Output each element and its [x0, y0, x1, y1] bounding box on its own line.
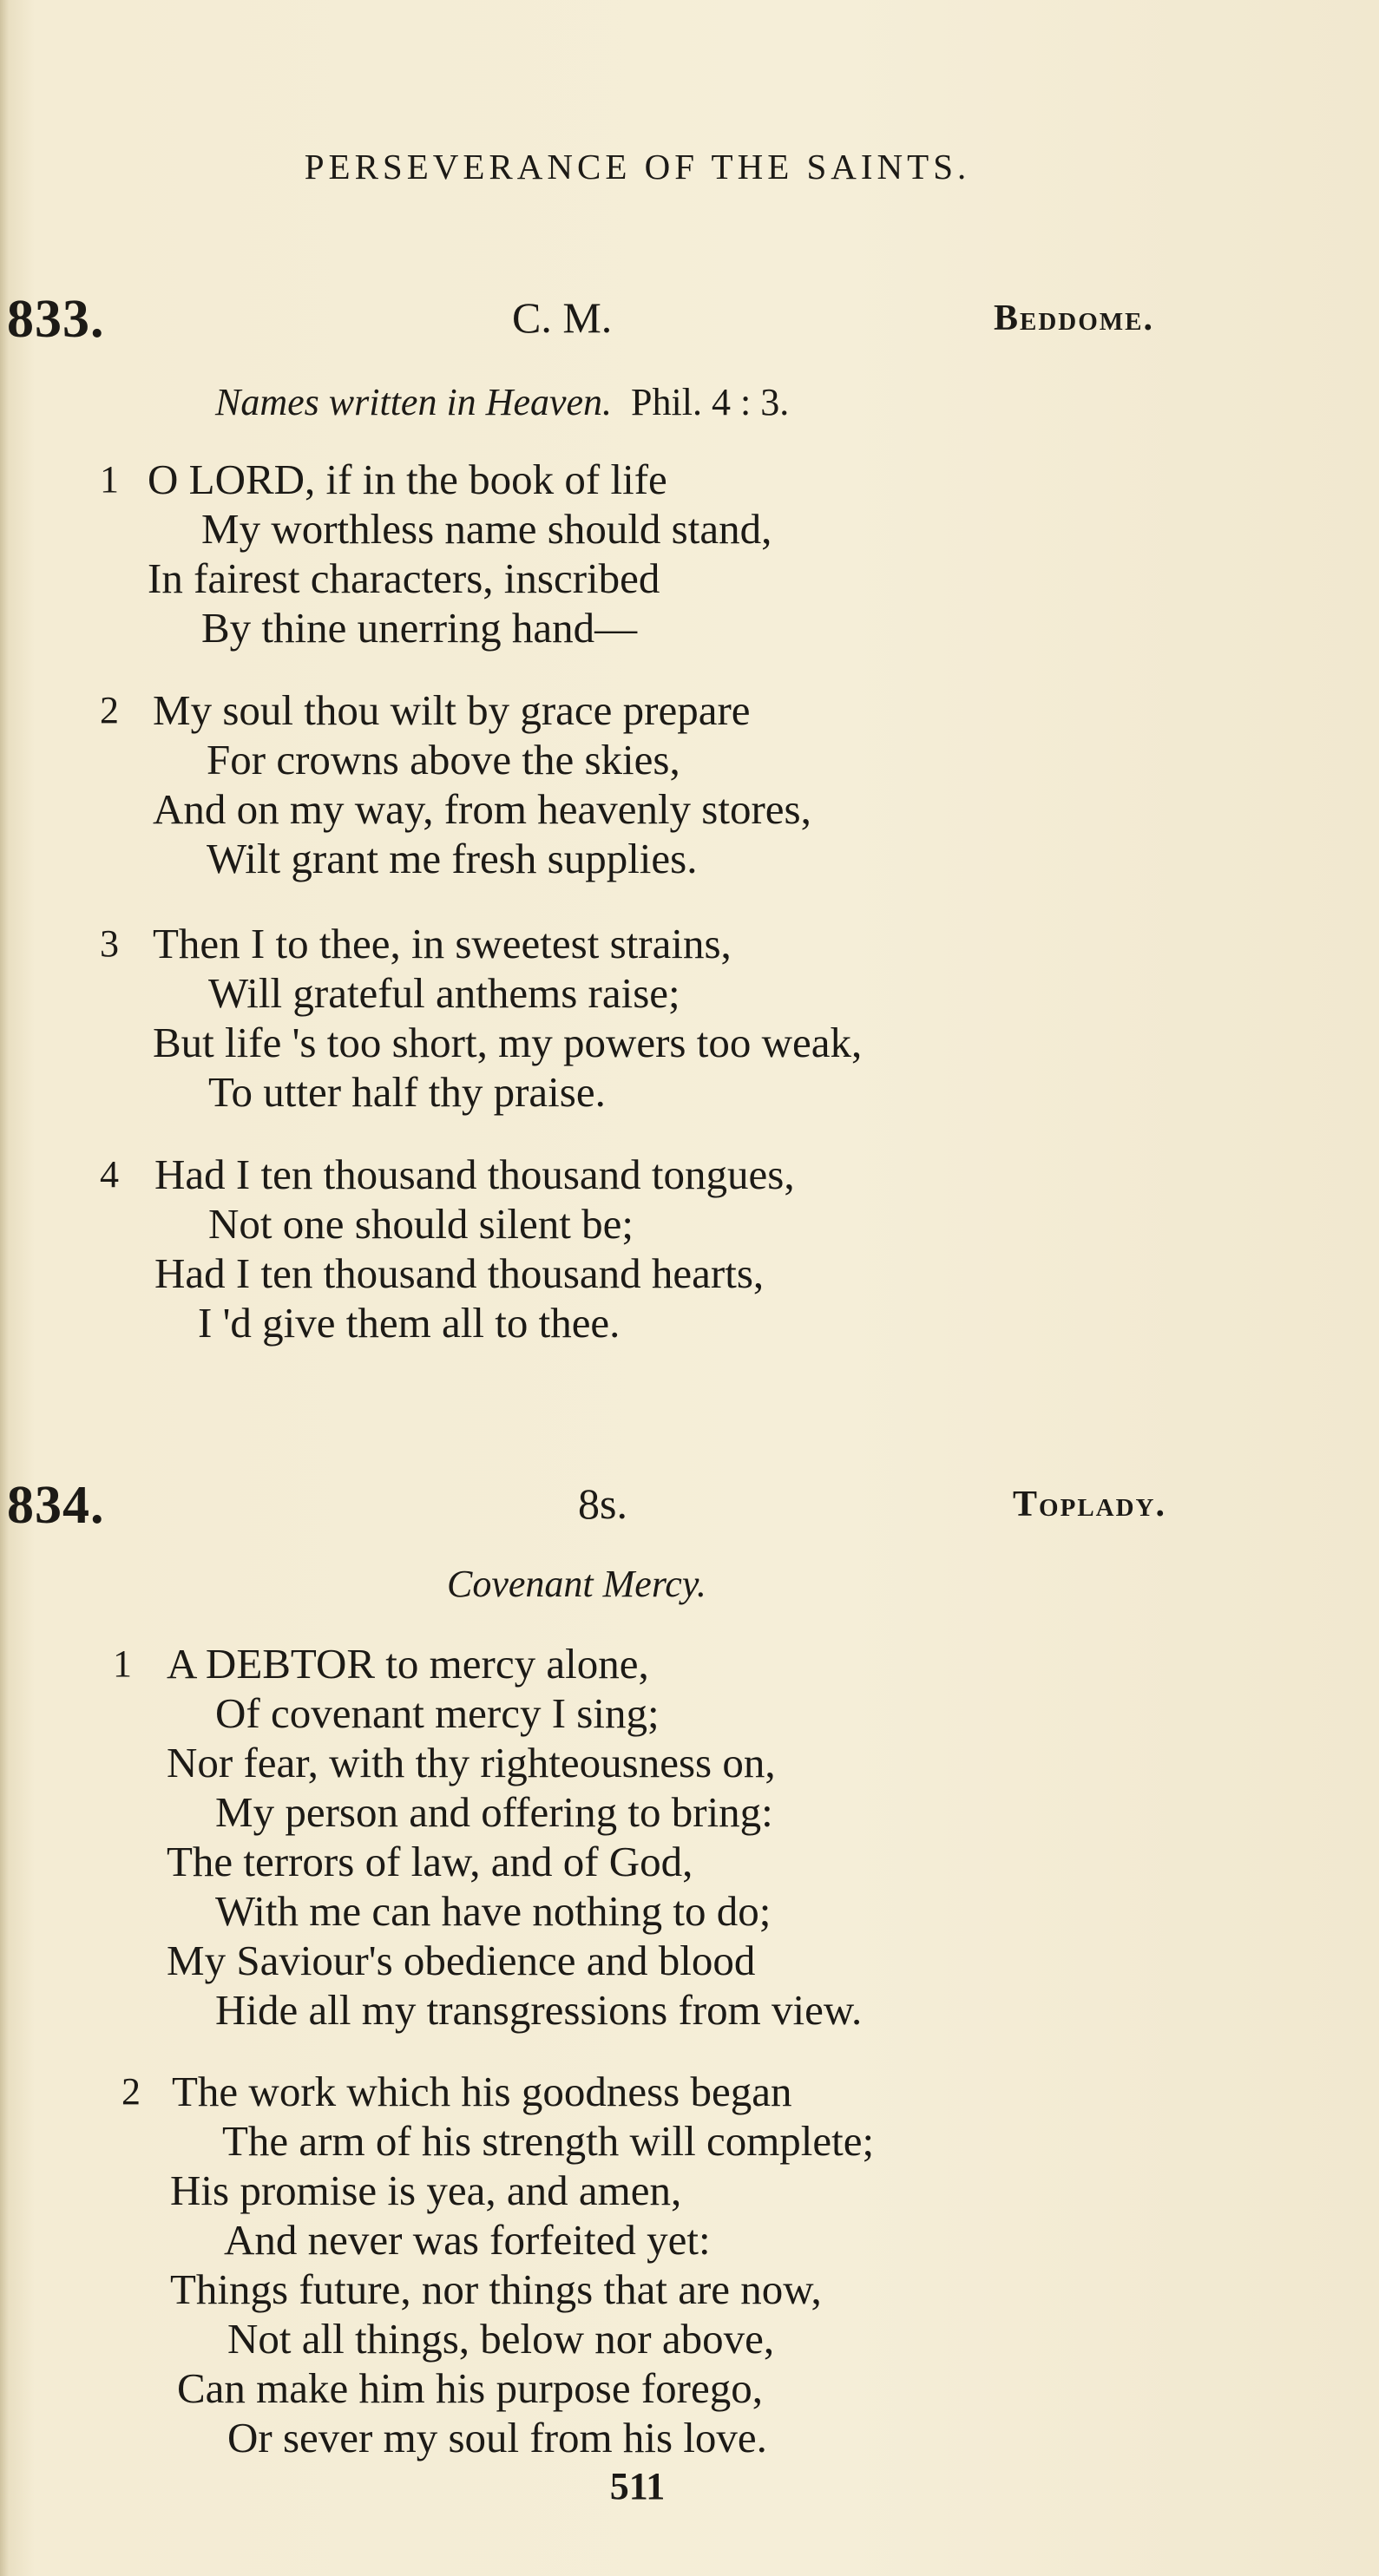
hymn-834-subtitle [447, 1562, 706, 1606]
verse-line: But life 's too short, my powers too weak, [153, 1019, 863, 1066]
verse-line: Had I ten thousand thousand hearts, [154, 1249, 765, 1297]
verse-line: My person and offering to bring: [215, 1788, 773, 1836]
verse-line: My worthless name should stand, [201, 505, 772, 553]
verse-number: 1 [100, 458, 119, 501]
verse-line: Nor fear, with thy righteousness on, [167, 1739, 776, 1786]
verse-line: O LORD, if in the book of life [148, 456, 667, 503]
verse-number: 2 [100, 689, 119, 731]
verse-line: Not one should silent be; [208, 1200, 634, 1248]
verse-line: The work which his goodness began [172, 2068, 792, 2115]
verse-number: 4 [100, 1153, 119, 1196]
verse-line: Can make him his purpose forego, [177, 2364, 763, 2412]
hymn-833-subtitle [215, 380, 789, 424]
verse-line: With me can have nothing to do; [215, 1887, 772, 1935]
verse-line: Things future, nor things that are now, [170, 2265, 822, 2313]
verse-line: Then I to thee, in sweetest strains, [153, 920, 732, 967]
verse-line: Wilt grant me fresh supplies. [207, 835, 698, 882]
verse-line: For crowns above the skies, [207, 736, 680, 783]
verse-line: To utter half thy praise. [208, 1068, 606, 1116]
hymn-title: Names written in Heaven. [215, 381, 613, 423]
hymn-meter: 8s. [578, 1479, 627, 1528]
running-head: PERSEVERANCE OF THE SAINTS. [304, 147, 971, 187]
hymn-834-header [0, 1475, 1166, 1536]
hymn-833-header [0, 289, 1163, 350]
hymn-number: 834. [7, 1476, 105, 1535]
verse-line: Of covenant mercy I sing; [215, 1689, 660, 1737]
hymn-author: Beddome. [993, 298, 1154, 338]
hymn-author: Toplady. [1013, 1485, 1166, 1524]
verse-line: The terrors of law, and of God, [167, 1838, 693, 1885]
verse-line: By thine unerring hand— [201, 604, 638, 652]
verse-line: My Saviour's obedience and blood [167, 1937, 756, 1984]
verse-line: My soul thou wilt by grace prepare [153, 686, 751, 734]
verse-line: The arm of his strength will complete; [222, 2117, 875, 2165]
hymn-number: 833. [7, 290, 105, 349]
verse-number: 1 [113, 1642, 132, 1685]
page-number: 511 [609, 2465, 666, 2507]
scripture-reference: Phil. 4 : 3. [631, 381, 790, 423]
verse-line: Or sever my soul from his love. [227, 2414, 767, 2461]
hymn-title: Covenant Mercy. [447, 1563, 706, 1605]
verse-line: A DEBTOR to mercy alone, [167, 1640, 649, 1688]
verse-line: Had I ten thousand thousand tongues, [154, 1150, 795, 1198]
verse-line: Will grateful anthems raise; [208, 969, 680, 1017]
verse-number: 3 [100, 922, 119, 965]
verse-line: I 'd give them all to thee. [198, 1299, 621, 1347]
verse-number: 2 [121, 2070, 141, 2113]
verse-line: And never was forfeited yet: [224, 2216, 711, 2264]
verse-line: His promise is yea, and amen, [170, 2166, 682, 2214]
verse-line: Not all things, below nor above, [227, 2315, 775, 2363]
verse-line: And on my way, from heavenly stores, [153, 785, 811, 833]
verse-line: Hide all my transgressions from view. [215, 1986, 863, 2034]
verse-line: In fairest characters, inscribed [148, 554, 660, 602]
hymn-meter: C. M. [512, 293, 613, 342]
